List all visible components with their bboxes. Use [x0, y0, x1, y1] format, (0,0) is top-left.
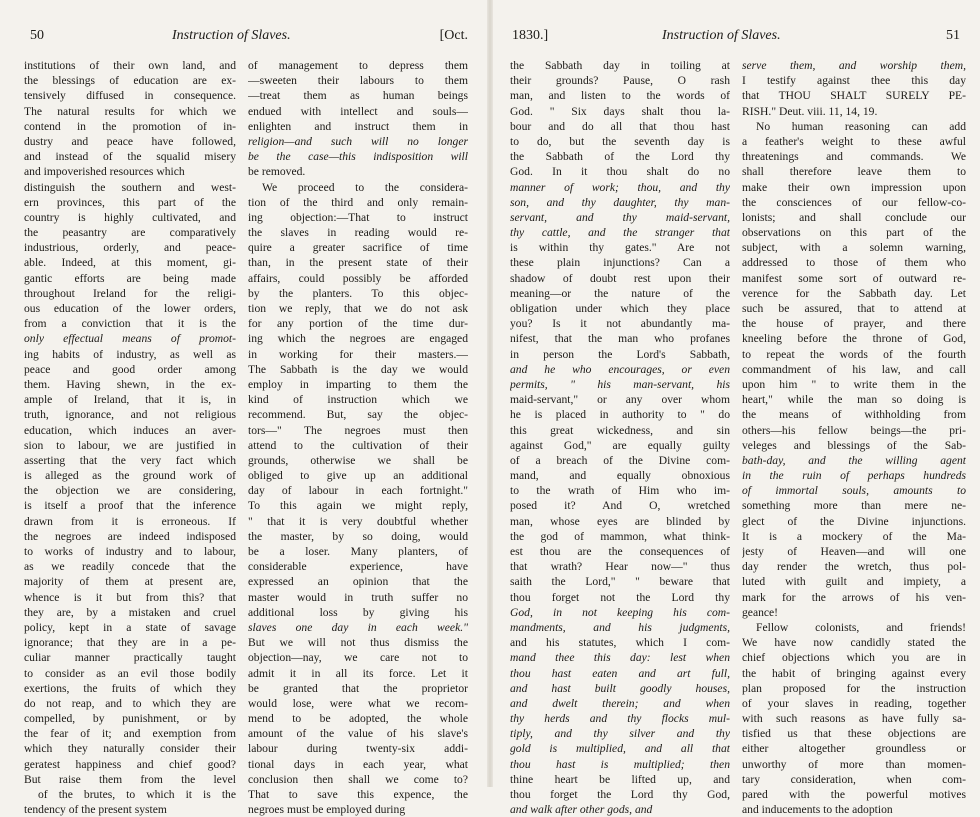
page-number: 51 — [946, 28, 960, 43]
text-line: them. Having shewn, in the ex- — [24, 377, 236, 391]
text-line: slaves one day in each week." — [248, 620, 468, 634]
text-line: the slaves in reading would re- — [248, 226, 468, 240]
text-line: endued with intellect and souls— — [248, 104, 468, 118]
text-line: and impoverished resources which — [24, 165, 185, 179]
text-line: posed it? And O, wretched — [510, 499, 730, 513]
date-bracket: [Oct. — [439, 28, 468, 43]
text-line: bath-day, and the willing agent — [742, 453, 966, 467]
text-line: son, and thy daughter, thy man- — [510, 195, 730, 209]
text-line: ample of Ireland, that it is, in — [24, 393, 236, 407]
page-number: 50 — [30, 28, 44, 43]
text-line: servant, and thy maid-servant, — [510, 210, 730, 224]
text-line: mandments, and his judgments, — [510, 620, 730, 634]
text-line: subject, with a solemn warning, — [742, 241, 966, 255]
text-line: employ in imparting to them the — [248, 377, 468, 391]
text-line: either altogether groundless or — [742, 742, 966, 756]
text-line: something more than mere ne- — [742, 499, 966, 513]
text-line: of a breach of the Divine com- — [510, 453, 730, 467]
text-line: —sweeten their labours to them — [248, 74, 468, 88]
text-line: mand, and equally obnoxious — [510, 469, 730, 483]
text-line: sion to labour, we are justified in — [24, 438, 236, 452]
text-line: institutions of their own land, and — [24, 59, 236, 72]
text-line: geance! — [742, 605, 779, 619]
text-line: geratest happiness and chief good? — [24, 757, 236, 771]
text-line: obligation under which they place — [510, 302, 730, 315]
text-line: observations on this part of the — [742, 226, 966, 240]
text-line: able. Indeed, at this moment, gi- — [24, 256, 236, 270]
text-line: man, whose eyes are blinded by — [510, 514, 730, 528]
text-line: luted with guilt and impiety, a — [742, 575, 966, 589]
text-line: additional loss by giving his — [248, 605, 468, 619]
text-line: do not reap, and to which they are — [24, 696, 236, 710]
text-line: expressed an opinion that the — [248, 575, 468, 589]
text-line: God, in not keeping his com- — [510, 605, 730, 619]
text-line: kind of instruction which we — [248, 393, 468, 407]
text-line: tary consideration, when com- — [742, 772, 966, 786]
text-line: be granted that the proprietor — [248, 681, 468, 695]
text-line: that THOU SHALT SURELY PE- — [742, 89, 966, 103]
text-line: pared with the powerful motives — [742, 788, 966, 801]
text-line: labour during twenty-six addi- — [248, 742, 468, 756]
text-line: upon him " to write them in the — [742, 377, 966, 391]
text-line: est thou are the consequences of — [510, 545, 730, 558]
text-line: addressed to those of them who — [742, 256, 966, 270]
text-line: and he who encourages, or even — [510, 362, 730, 376]
text-line: which they naturally consider their — [24, 742, 236, 756]
text-line: you? Is it not abundantly ma- — [510, 317, 730, 331]
text-column-left — [24, 58, 236, 817]
text-line: The natural results for which we — [24, 104, 236, 118]
text-line: from a conviction that it is the — [24, 317, 236, 331]
text-line: and instead of the squalid misery — [24, 150, 236, 164]
text-line: would lose, were what we recom- — [248, 696, 468, 710]
text-line: compelled, by punishment, or by — [24, 712, 236, 726]
text-line: attend to the cultivation of their — [248, 438, 468, 452]
text-line: thine heart be lifted up, and — [510, 772, 730, 786]
text-line: education, which induces an aver- — [24, 423, 236, 437]
text-line: threatenings and commands. We — [742, 150, 966, 164]
text-line: in the ruin of perhaps hundreds — [742, 469, 966, 483]
running-title: Instruction of Slaves. — [662, 28, 781, 43]
text-line: thou forget the Lord thy God, — [510, 788, 730, 801]
text-line: jesty of Heaven—and will one — [742, 545, 966, 558]
text-line: mend to be adopted, the whole — [248, 712, 468, 726]
text-line: and his statutes, which I com- — [510, 636, 730, 650]
text-line: thou forget not the Lord thy — [510, 590, 730, 604]
text-line: tors—" The negroes must then — [248, 423, 468, 437]
text-line: quire a greater sacrifice of time — [248, 241, 468, 255]
text-line: mark for the arrows of his ven- — [742, 590, 966, 604]
text-line: be a loser. Many planters, of — [248, 545, 468, 558]
text-line: to works of industry and to labour, — [24, 545, 236, 558]
text-line: in person the Lord's Sabbath, — [510, 347, 730, 361]
text-line: gantic efforts are being made — [24, 271, 236, 285]
text-line: by the planters. To this objec- — [248, 286, 468, 300]
text-line: is within thy gates." Are not — [510, 241, 730, 255]
text-line: We have now candidly stated the — [742, 636, 966, 650]
text-line: the blessings of education are ex- — [24, 74, 236, 88]
text-line: thy cattle, and the stranger that — [510, 226, 730, 240]
text-line: their grounds? Pause, O rash — [510, 74, 730, 88]
text-line: these plain injunctions? Can a — [510, 256, 730, 270]
text-line: affairs, could possibly be afforded — [248, 271, 468, 285]
text-line: ignorance; that they are in a pe- — [24, 636, 236, 650]
text-line: as we readily concede that the — [24, 560, 236, 574]
text-line: be the case—this indisposition will — [248, 150, 468, 164]
text-line: serve them, and worship them, — [742, 59, 966, 72]
text-line: only effectual means of promot- — [24, 332, 236, 346]
text-line: ern provinces, this part of the — [24, 195, 236, 209]
text-line: commandment of his law, and call — [742, 362, 966, 376]
text-line: the fear of it; and exemption from — [24, 727, 236, 741]
text-line: —treat them as human beings — [248, 89, 468, 103]
text-line: tensively diffused in consequence. — [24, 89, 236, 103]
text-line: RISH." Deut. viii. 11, 14, 19. — [742, 104, 878, 118]
text-line: industrious, orderly, and peace- — [24, 241, 236, 255]
text-line: God. " Six days shalt thou la- — [510, 104, 730, 118]
text-line: kneeling before the throne of God, — [742, 332, 966, 346]
text-line: negroes must be employed during — [248, 803, 406, 817]
text-line: culiar manner practically taught — [24, 651, 236, 665]
text-line: religion—and such will no longer — [248, 134, 468, 148]
text-line: contend in the promotion of in- — [24, 119, 236, 133]
text-line: thou hast eaten and art full, — [510, 666, 730, 680]
text-line: truth, ignorance, and not religious — [24, 408, 236, 422]
text-line: It is a mockery of the Ma- — [742, 529, 966, 543]
text-line: gold is multiplied, and all that — [510, 742, 730, 756]
running-title: Instruction of Slaves. — [172, 28, 291, 43]
text-line: day render the wretch, thus pol- — [742, 560, 966, 574]
text-line: I testify against thee this day — [742, 74, 966, 88]
text-line: amount of the value of his slave's — [248, 727, 468, 741]
text-line: to repeat the words of the fourth — [742, 347, 966, 361]
text-line: is itself a proof that the inference — [24, 499, 236, 513]
text-line: tion we reply, that we do not ask — [248, 302, 468, 315]
text-line: shall therefore leave them to — [742, 165, 966, 179]
text-line: and dwelt therein; and when — [510, 696, 730, 710]
text-line: lonists; and shall conclude our — [742, 210, 966, 224]
text-line: to the wrath of Him who im- — [510, 484, 730, 498]
text-line: the means of withholding from — [742, 408, 966, 422]
text-line: than, in the present state of their — [248, 256, 468, 270]
text-line: exertions, the fruits of which they — [24, 681, 236, 695]
text-line: shadow of doubt rest upon their — [510, 271, 730, 285]
text-line: asserting that the very fact which — [24, 453, 236, 467]
text-line: chief objections which you are in — [742, 651, 966, 665]
text-line: distinguish the southern and west- — [24, 180, 236, 194]
text-line: unworthy of more than momen- — [742, 757, 966, 771]
text-line: he is placed in authority to " do — [510, 408, 730, 422]
text-line: make their own impression upon — [742, 180, 966, 194]
text-line: throughout Ireland for the religi- — [24, 286, 236, 300]
text-line: drawn from it is erroneous. If — [24, 514, 236, 528]
text-line: glect of the Divine injunctions. — [742, 514, 966, 528]
text-line: saith the Lord," " beware that — [510, 575, 730, 589]
text-line: bour and do all that thou hast — [510, 119, 730, 133]
text-line: majority of them at present are, — [24, 575, 236, 589]
text-line: considerable experience, have — [248, 560, 468, 574]
text-line: the peasantry are comparatively — [24, 226, 236, 240]
text-line: is alleged as the ground work of — [24, 469, 236, 483]
text-line: enlighten and instruct them in — [248, 119, 468, 133]
text-line: and hast built goodly houses, — [510, 681, 730, 695]
text-line: the Sabbath of the Lord thy — [510, 150, 730, 164]
text-line: We proceed to the considera- — [262, 180, 468, 194]
text-line: they are, by a mistaken and cruel — [24, 605, 236, 619]
text-line: manifest some sort of outward re- — [742, 271, 966, 285]
text-line: verence for the Sabbath day. Let — [742, 286, 966, 300]
text-line: tendency of the present system — [24, 803, 167, 817]
text-line: the objection we are considering, — [24, 484, 236, 498]
text-line: and walk after other gods, and — [510, 803, 653, 817]
text-line: day of labour in each fortnight." — [248, 484, 468, 498]
text-line: the god of mammon, what think- — [510, 529, 730, 543]
text-line: with such reasons as have fully sa- — [742, 712, 966, 726]
text-column-right — [248, 58, 468, 817]
text-line: of management to depress them — [248, 59, 468, 72]
text-line: ing which the negroes are engaged — [248, 332, 468, 346]
text-line: No human reasoning can add — [756, 119, 966, 133]
text-line: in working for their masters.— — [248, 347, 468, 361]
text-line: the habit of bringing against every — [742, 666, 966, 680]
text-line: of the brutes, to which it is the — [38, 788, 236, 801]
text-line: such be assured, that to attend at — [742, 302, 966, 315]
text-line: ous education of the lower orders, — [24, 302, 236, 315]
running-head — [510, 24, 960, 48]
text-line: manner of work; thou, and thy — [510, 180, 730, 194]
text-line: and inducements to the adoption — [742, 803, 893, 817]
text-line: master would in truth suffer no — [248, 590, 468, 604]
text-line: a feather's weight to these awful — [742, 134, 966, 148]
text-line: conclusion then shall we come to? — [248, 772, 468, 786]
text-line: whence is it but from this? that — [24, 590, 236, 604]
text-line: tion of the third and only remain- — [248, 195, 468, 209]
text-line: Fellow colonists, and friends! — [756, 620, 966, 634]
text-line: the master, by so doing, would — [248, 529, 468, 543]
text-column-left — [510, 58, 730, 817]
text-line: ing habits of industry, as well as — [24, 347, 236, 361]
text-line: nifest, that the man who profanes — [510, 332, 730, 346]
text-line: permits, " his man-servant, his — [510, 377, 730, 391]
text-column-right — [742, 58, 966, 817]
text-line: But raise them from the level — [24, 772, 236, 786]
text-line: to do, but the seventh day is — [510, 134, 730, 148]
text-line: God. In it thou shalt do no — [510, 165, 730, 179]
text-line: to consider as an evil those bodily — [24, 666, 236, 680]
text-line: the house of prayer, and there — [742, 317, 966, 331]
date-bracket: 1830.] — [512, 28, 549, 43]
text-line: tisfied us that these objections are — [742, 727, 966, 741]
text-line: objection—nay, we care not to — [248, 651, 468, 665]
text-line: the consciences of our fellow-co- — [742, 195, 966, 209]
text-line: plan proposed for the instruction — [742, 681, 966, 695]
text-line: of your slaves in reading, together — [742, 696, 966, 710]
text-line: mand thee this day: lest when — [510, 651, 730, 665]
text-line: admit it in all its force. Let it — [248, 666, 468, 680]
text-line: obliged to give up an additional — [248, 469, 468, 483]
text-line: thou hast is multiplied; then — [510, 757, 730, 771]
text-line: " that it is very doubtful whether — [248, 514, 468, 528]
text-line: The Sabbath is the day we would — [248, 362, 468, 376]
text-line: recommend. But, say the objec- — [248, 408, 468, 422]
text-line: that wrath? Hear now—" thus — [510, 560, 730, 574]
text-line: veleges and blessings of the Sab- — [742, 438, 966, 452]
text-line: thy herds and thy flocks mul- — [510, 712, 730, 726]
text-line: country is highly cultivated, and — [24, 210, 236, 224]
text-line: meaning—or the nature of the — [510, 286, 730, 300]
text-line: others—his fellow beings—the pri- — [742, 423, 966, 437]
text-line: against God," are equally guilty — [510, 438, 730, 452]
text-line: tiply, and thy silver and thy — [510, 727, 730, 741]
text-line: tional days in each year, what — [248, 757, 468, 771]
text-line: of immortal souls, amounts to — [742, 484, 966, 498]
text-line: To this again we might reply, — [248, 499, 468, 513]
text-line: maid-servant," or any over whom — [510, 393, 730, 407]
text-line: the Sabbath day in toiling at — [510, 59, 730, 72]
text-line: man, and listen to the words of — [510, 89, 730, 103]
text-line: policy, kept in a state of savage — [24, 620, 236, 634]
text-line: But we will not thus dismiss the — [248, 636, 468, 650]
text-line: peace and good order among — [24, 362, 236, 376]
right-page — [490, 0, 980, 817]
text-line: grounds, otherwise we shall be — [248, 453, 468, 467]
running-head — [22, 24, 468, 48]
text-line: dustry and peace have followed, — [24, 134, 236, 148]
text-line: That to save this expence, the — [248, 788, 468, 801]
text-line: be removed. — [248, 165, 306, 179]
text-line: the negroes are indeed indisposed — [24, 529, 236, 543]
text-line: this great wickedness, and sin — [510, 423, 730, 437]
text-line: for any portion of the time dur- — [248, 317, 468, 331]
text-line: ing objection:—That to instruct — [248, 210, 468, 224]
text-line: heart," while the man so doing is — [742, 393, 966, 407]
